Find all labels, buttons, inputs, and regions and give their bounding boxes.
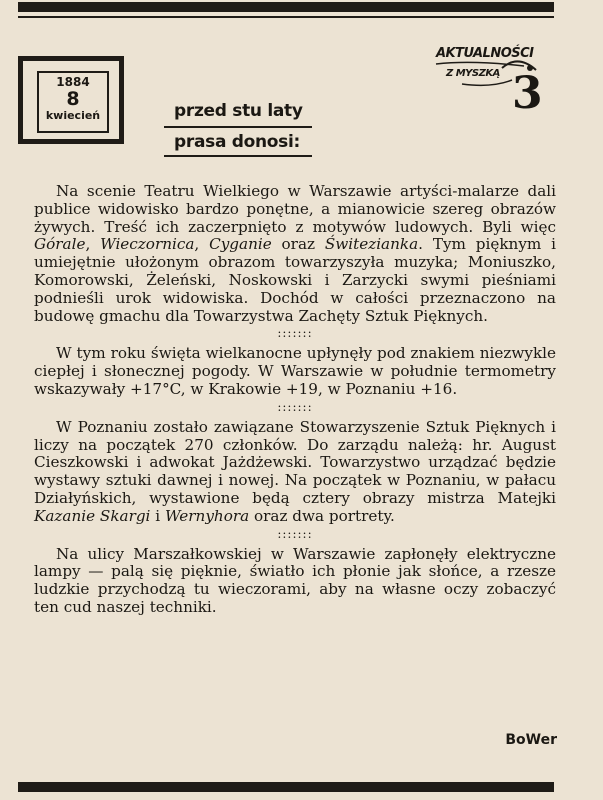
italic-title: Świtezianka: [324, 235, 419, 254]
bottom-rule: [18, 782, 554, 792]
top-rule-thin: [18, 16, 554, 18]
column-logo: [432, 40, 550, 118]
paragraph-text: W tym roku święta wielkanocne upłynęły pod znakiem niezwykle ciepłej i słonecznej pogody. W Warszawie w południe termometry wskazywały +17°C, w Krakowie +19, w Poznaniu +16.: [34, 344, 556, 398]
article-body: [34, 183, 556, 617]
headline-line-1: przed stu laty: [174, 101, 303, 121]
paragraph-text: W Poznaniu zostało zawiązane Stowarzyszenie Sztuk Pięknych i liczy na początek 270 członków. Do zarządu należą: hr. August Cieszkowski i adwokat Jażdżewski. Towarzystwo urządzać będzie wystawy sztuki dawnej i nowej. Na początek w Poznaniu, w pałacu Działyńskich, wystawione będą cztery obrazy mistrza Matejki: [34, 417, 556, 507]
italic-title: Kazanie Skargi: [34, 506, 151, 525]
date-year: 1884: [56, 75, 90, 89]
top-rule: [18, 2, 554, 12]
headline-line-2: prasa donosi:: [174, 132, 301, 152]
paragraph-text: oraz dwa portrety.: [249, 506, 395, 525]
date-day: 8: [66, 88, 80, 110]
paragraph-text: Na ulicy Marszałkowskiej w Warszawie zapłonęły elektryczne lampy — palą się pięknie, światło ich płonie jak słońce, a rzesze ludzkie przychodzą tu wieczorami, aby na własne oczy zobaczyć ten cud naszej techniki.: [34, 544, 556, 616]
italic-title: Górale: [34, 235, 86, 254]
separator-1: :::::::: [277, 326, 313, 341]
logo-line-1: AKTUALNOŚCI: [436, 46, 534, 61]
paragraph-4: [34, 546, 556, 617]
paragraph-1: [34, 183, 556, 325]
date-box-inner: [37, 71, 109, 133]
paragraph-3: [34, 419, 556, 526]
date-month: kwiecień: [45, 109, 101, 122]
italic-title: Cyganie: [209, 235, 272, 254]
separator-2: :::::::: [277, 399, 313, 414]
italic-title: Wieczornica: [100, 235, 195, 254]
italic-title: Wernyhora: [164, 506, 250, 525]
headline-underline: [164, 155, 312, 157]
date-box: [18, 56, 124, 144]
separator-3: :::::::: [277, 526, 313, 541]
paragraph-text: ,: [194, 235, 210, 254]
logo-number: 3: [512, 68, 543, 119]
logo-line-2: Z MYSZKĄ: [446, 68, 500, 79]
paragraph-2: [34, 345, 556, 398]
paragraph-text: oraz: [271, 235, 325, 254]
paragraph-text: . Tym pięknym i umiejętnie ułożonym obrazom towarzyszyła muzyka; Moniuszko, Komorowski, Żeleński, Noskowski i Zarzycki swymi pieśniami podnieśli urok widowiska. Dochód w całości przeznaczono na budowę gmachu dla Towarzystwa Zachęty Sztuk Pięknych.: [34, 235, 556, 325]
paragraph-text: ,: [85, 235, 101, 254]
paragraph-text: Na scenie Teatru Wielkiego w Warszawie artyści-malarze dali publice widowisko bardzo ponętne, a mianowicie szereg obrazów żywych. Treść ich zaczerpnięto z motywów ludowych. Byli więc: [34, 182, 556, 236]
author-signature: BoWer: [505, 732, 557, 748]
headline-rule: [164, 126, 312, 128]
paragraph-text: i: [150, 506, 165, 525]
